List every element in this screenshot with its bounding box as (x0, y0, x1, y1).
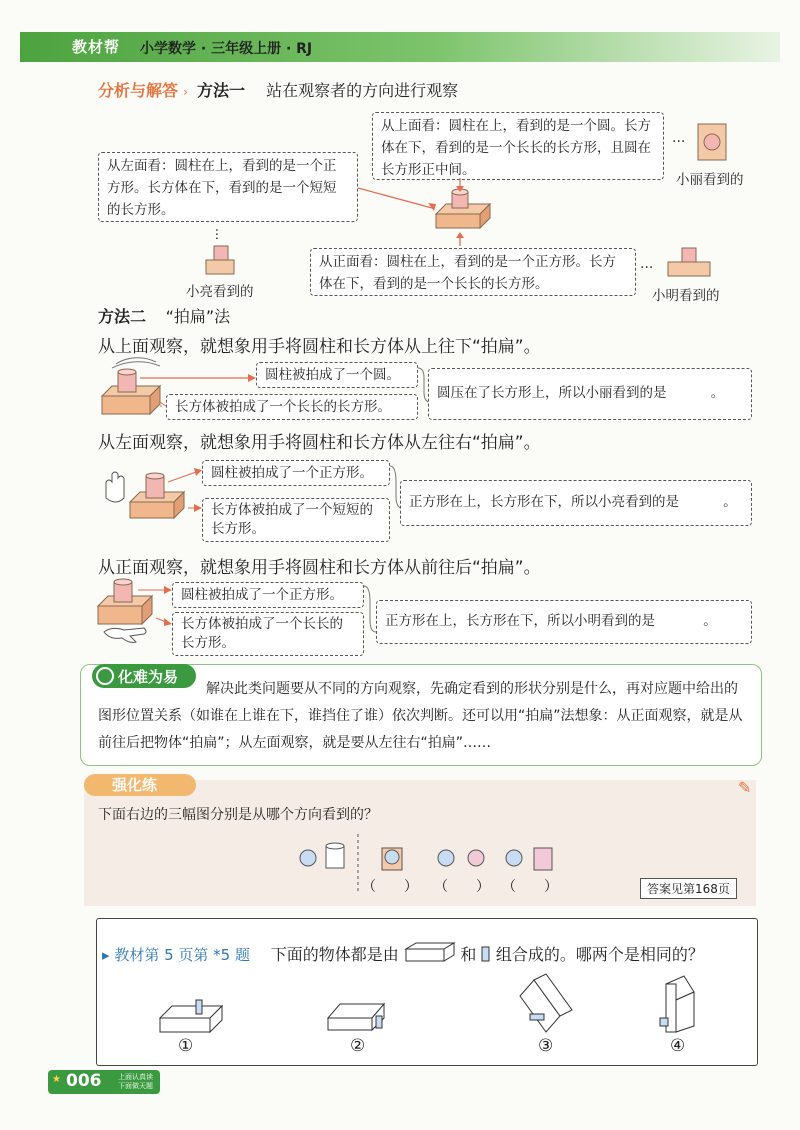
xiaoliang-caption: 小亮看到的 (186, 284, 254, 300)
footer-slogan (118, 1073, 153, 1091)
method2-label: 方法二 (98, 307, 147, 326)
flatten-front-b: 长方体被拍成了一个长长的长方形。 (172, 612, 364, 656)
flatten-front-result-text: 正方形在上，长方形在下，所以小明看到的是 (385, 613, 655, 629)
simplify-text: 解决此类问题要从不同的方向观察，先确定看到的形状分别是什么，再对应题中给出的图形位置关系（如谁在上谁在下，谁挡住了谁）依次判断。还可以用“拍扁”法想象：从正面观察，就是从前往后把物体“拍扁”；从左面观察，就是要从左往右“拍扁”…… (98, 681, 743, 751)
practice-title: 强化练 (112, 776, 158, 794)
option-3[interactable]: ③ (538, 1036, 554, 1056)
blank-1[interactable]: （ ） (362, 879, 418, 895)
flatten-left-result-text: 正方形在上，长方形在下，所以小亮看到的是 (409, 494, 679, 510)
period: 。 (710, 385, 725, 401)
method1-label: 方法一 (197, 81, 246, 100)
xiaoming-caption: 小明看到的 (652, 288, 720, 304)
flatten-front-result (376, 600, 752, 644)
flatten-left-result (400, 480, 752, 526)
flatten-top-result-text: 圆压在了长方形上，所以小丽看到的是 (437, 385, 667, 401)
textbook-question-c: 组合成的。哪两个是相同的？ (495, 945, 704, 964)
pencil-icon: ✎ (738, 778, 752, 797)
textbook-question-line: ▸ 教材第 5 页第 *5 题 下面的物体都是由 和 组合成的。哪两个是相同的？ (102, 938, 704, 965)
cuboid-icon (404, 938, 456, 956)
top-view-box: 从上面看：圆柱在上，看到的是一个圆。长方体在下，看到的是一个长长的长方形，且圆在长方形正中间。 (372, 112, 664, 180)
flatten-top-result (428, 368, 752, 420)
blank-3[interactable]: （ ） (502, 879, 558, 895)
option-4[interactable]: ④ (670, 1036, 686, 1056)
xiaoliang-view-icon (206, 246, 234, 274)
star-icon: ★ (52, 1074, 61, 1085)
period: 。 (703, 613, 717, 629)
analysis-heading: 分析与解答 › 方法一 站在观察者的方向进行观察 (98, 81, 459, 100)
option-1[interactable]: ① (178, 1036, 194, 1056)
option-2[interactable]: ② (350, 1036, 366, 1056)
flatten-left-b: 长方体被拍成了一个短短的长方形。 (202, 498, 390, 542)
xiaoli-view-icon (698, 124, 726, 160)
svg-text:···: ··· (208, 228, 223, 241)
xiaoli-caption: 小丽看到的 (676, 172, 744, 188)
flatten-front-intro: 从正面观察，就想象用手将圆柱和长方体从前往后“拍扁”。 (98, 558, 541, 578)
brand-label: 教材帮 (72, 38, 121, 56)
textbook-question-a: 下面的物体都是由 (270, 945, 399, 964)
practice-diagram (0, 830, 800, 920)
method2-name: “拍扁”法 (165, 307, 231, 326)
analysis-tag: 分析与解答 (98, 81, 179, 100)
period: 。 (723, 494, 737, 510)
front-view-box: 从正面看：圆柱在上，看到的是一个正方形。长方体在下，看到的是一个长长的长方形。 (310, 248, 636, 296)
book-title: 小学数学 · 三年级上册 · RJ (140, 41, 313, 57)
simplify-title: 化难为易 (118, 668, 179, 686)
textbook-question-b: 和 (460, 945, 477, 964)
xiaoming-view-icon (668, 248, 710, 276)
flatten-left-intro: 从左面观察，就想象用手将圆柱和长方体从左往右“拍扁”。 (98, 433, 541, 453)
method1-desc: 站在观察者的方向进行观察 (266, 81, 459, 100)
left-view-box: 从左面看：圆柱在上，看到的是一个正方形。长方体在下，看到的是一个短短的长方形。 (98, 152, 358, 222)
central-object-icon (436, 189, 490, 228)
flatten-top-b: 长方体被拍成了一个长长的长方形。 (166, 394, 418, 420)
textbook-ref: 教材第 5 页第 *5 题 (114, 946, 250, 964)
practice-question: 下面右边的三幅图分别是从哪个方向看到的？ (98, 807, 378, 823)
textbook-options-diagram (0, 966, 800, 1046)
flatten-top-intro: 从上面观察，就想象用手将圆柱和长方体从上往下“拍扁”。 (98, 337, 541, 357)
page-number: 006 (66, 1071, 102, 1091)
flatten-left-a: 圆柱被拍成了一个正方形。 (202, 460, 390, 486)
svg-text:···: ··· (672, 134, 686, 150)
answer-ref: 答案见第168页 (640, 878, 737, 899)
cylinder-icon (481, 942, 491, 958)
blank-2[interactable]: （ ） (434, 879, 490, 895)
flatten-front-a: 圆柱被拍成了一个正方形。 (172, 582, 364, 608)
footer-slogan-2: 下面做天题 (118, 1082, 153, 1090)
method2-heading (98, 304, 230, 327)
flatten-top-a: 圆柱被拍成了一个圆。 (256, 362, 418, 388)
svg-text:···: ··· (640, 260, 654, 276)
footer-slogan-1: 上面认真读 (118, 1073, 153, 1081)
method1-diagram (0, 0, 800, 330)
